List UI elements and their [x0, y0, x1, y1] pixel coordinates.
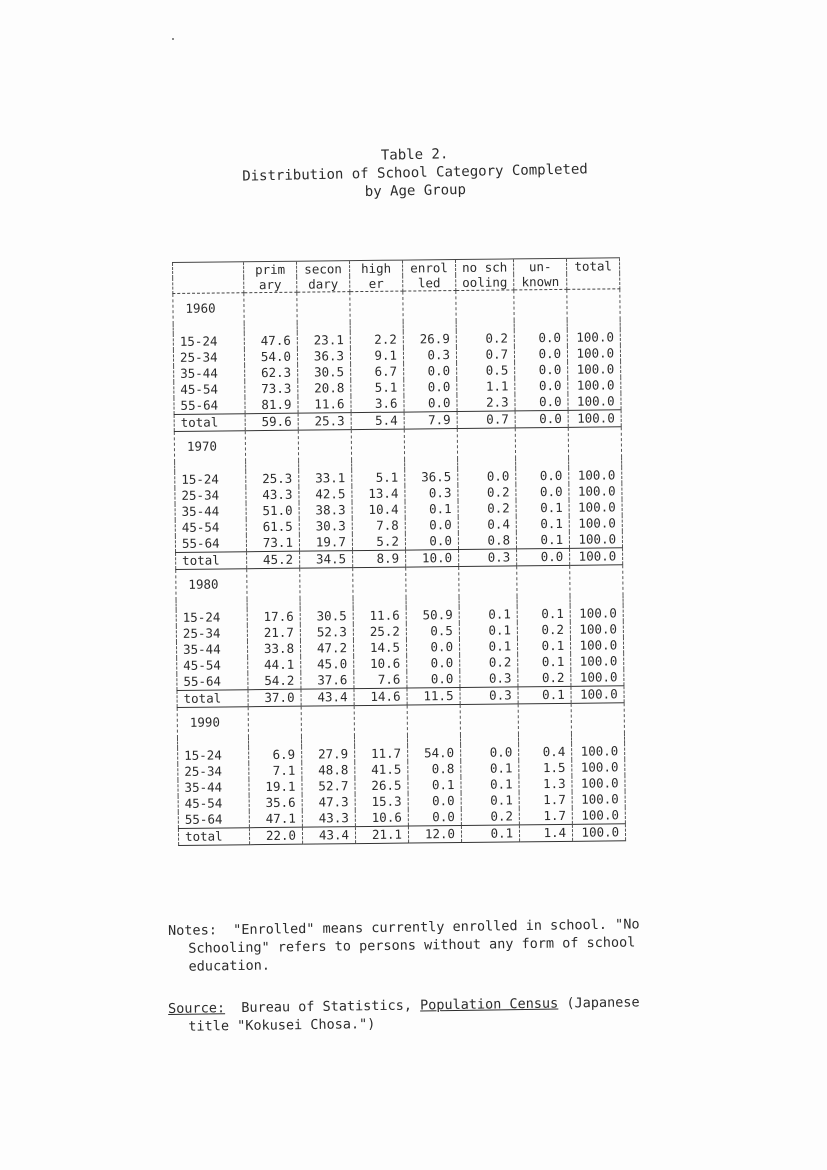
- percentage-cell: 0.0: [514, 330, 567, 347]
- percentage-cell: 30.3: [299, 518, 352, 535]
- empty-cell: [350, 322, 403, 333]
- empty-cell: [297, 322, 350, 333]
- percentage-cell: 19.7: [299, 534, 352, 551]
- percentage-cell: 100.0: [571, 686, 624, 704]
- percentage-cell: 30.5: [298, 364, 351, 381]
- empty-cell: [458, 458, 516, 469]
- percentage-cell: 0.0: [515, 362, 568, 379]
- notes-text-line-2: Schooling" refers to persons without any form of school: [188, 934, 636, 957]
- percentage-cell: 45.2: [247, 551, 300, 569]
- percentage-cell: 0.2: [456, 330, 514, 347]
- percentage-cell: 0.2: [458, 500, 516, 517]
- percentage-cell: 100.0: [568, 361, 621, 378]
- year-label: 1960: [173, 293, 244, 324]
- empty-cell: [517, 596, 570, 607]
- percentage-cell: 20.8: [298, 380, 351, 397]
- age-group-label: 25-34: [173, 349, 244, 366]
- percentage-cell: 100.0: [569, 467, 622, 484]
- percentage-cell: 43.3: [246, 487, 299, 504]
- percentage-cell: 0.3: [460, 687, 518, 705]
- table-body: [173, 289, 626, 846]
- percentage-cell: 43.4: [302, 827, 355, 845]
- age-group-label: 35-44: [178, 779, 249, 796]
- percentage-cell: 47.3: [302, 794, 355, 811]
- percentage-cell: 41.5: [355, 762, 408, 779]
- empty-cell: [244, 292, 297, 323]
- source-text-a: Bureau of Statistics,: [241, 997, 413, 1016]
- year-row: [174, 427, 621, 462]
- year-label: 1980: [176, 569, 247, 600]
- percentage-cell: 62.3: [245, 365, 298, 382]
- empty-cell: [352, 460, 405, 471]
- empty-cell: [406, 597, 459, 608]
- percentage-cell: 1.4: [520, 824, 573, 842]
- empty-cell: [248, 706, 301, 737]
- age-group-label: total: [176, 552, 247, 570]
- percentage-cell: 0.1: [459, 606, 517, 623]
- percentage-cell: 61.5: [246, 519, 299, 536]
- percentage-cell: 22.0: [249, 827, 302, 845]
- percentage-cell: 0.3: [460, 670, 518, 687]
- empty-cell: [353, 598, 406, 609]
- year-row: [177, 703, 624, 738]
- empty-cell: [568, 427, 621, 458]
- column-header: un-: [514, 258, 567, 274]
- percentage-cell: 0.1: [459, 638, 517, 655]
- empty-cell: [457, 428, 515, 459]
- percentage-cell: 54.2: [248, 673, 301, 690]
- percentage-cell: 7.6: [354, 672, 407, 689]
- age-group-label: 45-54: [175, 519, 246, 536]
- percentage-cell: 34.5: [300, 551, 353, 569]
- percentage-cell: 0.0: [407, 655, 460, 672]
- percentage-cell: 3.6: [351, 396, 404, 413]
- percentage-cell: 11.6: [353, 608, 406, 625]
- percentage-cell: 0.0: [461, 744, 519, 761]
- percentage-cell: 54.0: [244, 349, 297, 366]
- percentage-cell: 23.1: [297, 332, 350, 349]
- table-caption-line-2: by Age Group: [364, 181, 467, 201]
- percentage-cell: 100.0: [570, 621, 623, 638]
- percentage-cell: 35.6: [249, 795, 302, 812]
- percentage-cell: 10.0: [406, 550, 459, 568]
- percentage-cell: 0.7: [456, 346, 514, 363]
- column-header: total: [567, 258, 620, 274]
- percentage-cell: 7.9: [404, 412, 457, 430]
- percentage-cell: 25.3: [298, 413, 351, 431]
- empty-cell: [456, 320, 514, 331]
- percentage-cell: 6.7: [351, 364, 404, 381]
- percentage-cell: 47.2: [300, 640, 353, 657]
- percentage-cell: 100.0: [570, 531, 623, 548]
- percentage-cell: 100.0: [568, 345, 621, 362]
- age-group-label: 55-64: [174, 397, 245, 414]
- percentage-cell: 0.3: [403, 347, 456, 364]
- percentage-cell: 0.0: [516, 468, 569, 485]
- percentage-cell: 0.1: [516, 500, 569, 517]
- empty-cell: [570, 565, 623, 596]
- column-header: dary: [297, 276, 350, 292]
- percentage-cell: 0.1: [518, 686, 571, 704]
- column-header: ooling: [456, 274, 514, 290]
- percentage-cell: 33.8: [247, 641, 300, 658]
- year-label: 1970: [174, 431, 245, 462]
- percentage-cell: 10.6: [354, 656, 407, 673]
- empty-cell: [456, 290, 514, 321]
- column-header: [173, 262, 244, 278]
- percentage-cell: 0.3: [405, 485, 458, 502]
- percentage-cell: 0.0: [405, 517, 458, 534]
- percentage-cell: 5.2: [352, 534, 405, 551]
- column-header: known: [514, 274, 567, 290]
- empty-cell: [354, 736, 407, 747]
- notes-block: [168, 913, 789, 976]
- percentage-cell: 0.5: [457, 362, 515, 379]
- percentage-cell: 0.0: [517, 548, 570, 566]
- percentage-cell: 0.2: [458, 484, 516, 501]
- percentage-cell: 100.0: [571, 653, 624, 670]
- percentage-cell: 10.4: [352, 502, 405, 519]
- percentage-cell: 21.7: [247, 625, 300, 642]
- age-group-label: 55-64: [177, 673, 248, 690]
- percentage-cell: 44.1: [248, 657, 301, 674]
- source-text-c: (Japanese: [566, 994, 640, 1012]
- percentage-cell: 100.0: [568, 377, 621, 394]
- empty-cell: [300, 598, 353, 609]
- percentage-cell: 0.2: [460, 654, 518, 671]
- empty-cell: [245, 430, 298, 461]
- empty-cell: [460, 734, 518, 745]
- notes-label: Notes:: [168, 922, 218, 939]
- empty-cell: [460, 704, 518, 735]
- empty-cell: [301, 706, 354, 737]
- percentage-cell: 0.1: [516, 516, 569, 533]
- percentage-cell: 0.8: [458, 532, 516, 549]
- age-group-label: total: [174, 414, 245, 432]
- percentage-cell: 0.1: [517, 606, 570, 623]
- percentage-cell: 1.5: [519, 760, 572, 777]
- empty-cell: [246, 461, 299, 472]
- percentage-cell: 1.7: [519, 792, 572, 809]
- age-group-label: 15-24: [175, 471, 246, 488]
- source-label: Source:: [168, 1000, 226, 1017]
- percentage-cell: 0.1: [518, 638, 571, 655]
- empty-cell: [297, 292, 350, 323]
- percentage-cell: 0.4: [519, 744, 572, 761]
- empty-cell: [571, 703, 624, 734]
- column-header: secon: [296, 261, 349, 277]
- percentage-cell: 30.5: [300, 608, 353, 625]
- percentage-cell: 100.0: [567, 329, 620, 346]
- percentage-cell: 100.0: [570, 605, 623, 622]
- table-caption-line-1: Distribution of School Category Completed: [242, 161, 588, 185]
- percentage-cell: 51.0: [246, 503, 299, 520]
- table-title: [149, 140, 680, 205]
- percentage-cell: 100.0: [571, 637, 624, 654]
- percentage-cell: 0.0: [404, 395, 457, 412]
- percentage-cell: 48.8: [302, 762, 355, 779]
- empty-cell: [354, 705, 407, 736]
- empty-cell: [459, 566, 517, 597]
- percentage-cell: 100.0: [572, 807, 625, 824]
- percentage-cell: 0.0: [406, 639, 459, 656]
- empty-cell: [567, 319, 620, 330]
- percentage-cell: 5.4: [351, 412, 404, 430]
- percentage-cell: 0.1: [518, 654, 571, 671]
- percentage-cell: 14.5: [353, 640, 406, 657]
- scan-speck: [172, 38, 174, 40]
- percentage-cell: 47.6: [244, 333, 297, 350]
- percentage-cell: 100.0: [569, 483, 622, 500]
- percentage-cell: 0.0: [404, 363, 457, 380]
- empty-cell: [405, 459, 458, 470]
- percentage-cell: 43.3: [302, 810, 355, 827]
- column-header: enrol: [402, 260, 455, 276]
- percentage-cell: 1.1: [457, 378, 515, 395]
- percentage-cell: 100.0: [572, 775, 625, 792]
- percentage-cell: 9.1: [350, 348, 403, 365]
- empty-cell: [248, 737, 301, 748]
- percentage-cell: 25.3: [246, 471, 299, 488]
- percentage-cell: 0.2: [461, 808, 519, 825]
- percentage-cell: 37.0: [248, 689, 301, 707]
- percentage-cell: 100.0: [570, 548, 623, 566]
- source-block: [168, 991, 788, 1036]
- age-group-label: 35-44: [174, 365, 245, 382]
- age-group-label: 25-34: [175, 487, 246, 504]
- percentage-cell: 100.0: [573, 824, 626, 842]
- percentage-cell: 0.5: [406, 623, 459, 640]
- empty-cell: [300, 568, 353, 599]
- percentage-cell: 0.1: [461, 825, 519, 843]
- column-header: high: [349, 260, 402, 276]
- percentage-cell: 1.3: [519, 776, 572, 793]
- empty-cell: [350, 291, 403, 322]
- percentage-cell: 100.0: [572, 743, 625, 760]
- percentage-cell: 0.1: [461, 792, 519, 809]
- empty-cell: [514, 289, 567, 320]
- percentage-cell: 100.0: [571, 669, 624, 686]
- age-group-label: total: [178, 828, 249, 846]
- percentage-cell: 100.0: [572, 759, 625, 776]
- source-publication-title: Population Census: [419, 995, 559, 1014]
- year-label: 1990: [177, 707, 248, 738]
- percentage-cell: 6.9: [249, 747, 302, 764]
- percentage-cell: 38.3: [299, 502, 352, 519]
- percentage-cell: 0.2: [517, 622, 570, 639]
- empty-cell: [244, 323, 297, 334]
- percentage-cell: 45.0: [301, 656, 354, 673]
- percentage-cell: 0.0: [515, 378, 568, 395]
- percentage-cell: 0.0: [407, 671, 460, 688]
- column-header: er: [350, 276, 403, 292]
- percentage-cell: 47.1: [249, 811, 302, 828]
- empty-cell: [247, 599, 300, 610]
- column-header: ary: [244, 277, 297, 293]
- empty-cell: [406, 567, 459, 598]
- notes-text-line-3: education.: [188, 957, 271, 975]
- percentage-cell: 15.3: [355, 794, 408, 811]
- empty-cell: [567, 289, 620, 320]
- empty-cell: [247, 568, 300, 599]
- percentage-cell: 7.8: [352, 518, 405, 535]
- percentage-cell: 0.2: [518, 670, 571, 687]
- percentage-cell: 59.6: [245, 413, 298, 431]
- percentage-cell: 52.3: [300, 624, 353, 641]
- empty-cell: [570, 595, 623, 606]
- empty-cell: [403, 321, 456, 332]
- percentage-cell: 100.0: [568, 410, 621, 428]
- empty-cell: [572, 733, 625, 744]
- percentage-cell: 5.1: [351, 380, 404, 397]
- empty-cell: [517, 565, 570, 596]
- percentage-cell: 0.1: [461, 776, 519, 793]
- percentage-cell: 10.6: [355, 810, 408, 827]
- empty-cell: [407, 735, 460, 746]
- percentage-cell: 0.1: [408, 777, 461, 794]
- age-group-label: 15-24: [176, 609, 247, 626]
- percentage-cell: 19.1: [249, 779, 302, 796]
- percentage-cell: 14.6: [354, 688, 407, 706]
- percentage-cell: 0.0: [404, 379, 457, 396]
- percentage-cell: 43.4: [301, 689, 354, 707]
- percentage-cell: 11.7: [355, 746, 408, 763]
- percentage-cell: 26.9: [403, 331, 456, 348]
- percentage-cell: 0.0: [408, 793, 461, 810]
- table-header: [173, 258, 620, 294]
- percentage-cell: 17.6: [247, 609, 300, 626]
- percentage-cell: 2.2: [350, 332, 403, 349]
- table-number: Table 2.: [380, 146, 449, 164]
- year-row: [176, 565, 623, 600]
- column-header: led: [403, 275, 456, 291]
- empty-cell: [301, 736, 354, 747]
- percentage-cell: 73.1: [246, 535, 299, 552]
- percentage-cell: 0.3: [459, 549, 517, 567]
- percentage-cell: 12.0: [408, 826, 461, 844]
- percentage-cell: 0.0: [408, 809, 461, 826]
- empty-cell: [519, 734, 572, 745]
- percentage-cell: 0.0: [458, 468, 516, 485]
- percentage-cell: 0.0: [516, 484, 569, 501]
- column-header: [567, 273, 620, 289]
- percentage-cell: 73.3: [245, 381, 298, 398]
- percentage-cell: 2.3: [457, 394, 515, 411]
- empty-cell: [407, 705, 460, 736]
- percentage-cell: 36.3: [297, 348, 350, 365]
- age-group-label: 35-44: [175, 503, 246, 520]
- percentage-cell: 0.7: [457, 411, 515, 429]
- percentage-cell: 21.1: [355, 826, 408, 844]
- column-header: prim: [244, 261, 297, 277]
- percentage-cell: 81.9: [245, 397, 298, 414]
- percentage-cell: 8.9: [353, 550, 406, 568]
- percentage-cell: 0.0: [405, 533, 458, 550]
- percentage-cell: 25.2: [353, 624, 406, 641]
- empty-cell: [515, 427, 568, 458]
- empty-cell: [298, 430, 351, 461]
- percentage-cell: 36.5: [405, 469, 458, 486]
- percentage-cell: 0.0: [515, 394, 568, 411]
- column-header: [173, 277, 244, 293]
- percentage-cell: 5.1: [352, 470, 405, 487]
- empty-cell: [569, 457, 622, 468]
- age-group-label: 55-64: [178, 811, 249, 828]
- distribution-table: [172, 257, 626, 846]
- empty-cell: [514, 320, 567, 331]
- age-group-label: total: [177, 690, 248, 708]
- age-group-label: 25-34: [178, 763, 249, 780]
- age-group-label: 15-24: [178, 747, 249, 764]
- empty-cell: [459, 596, 517, 607]
- percentage-cell: 13.4: [352, 486, 405, 503]
- age-group-label: 45-54: [177, 657, 248, 674]
- age-group-label: 45-54: [178, 795, 249, 812]
- empty-cell: [404, 429, 457, 460]
- percentage-cell: 100.0: [569, 515, 622, 532]
- percentage-cell: 0.1: [405, 501, 458, 518]
- percentage-cell: 54.0: [408, 745, 461, 762]
- age-group-label: 15-24: [173, 333, 244, 350]
- percentage-cell: 33.1: [299, 470, 352, 487]
- empty-cell: [353, 567, 406, 598]
- notes-text-line-1: "Enrolled" means currently enrolled in school. "No: [233, 916, 640, 939]
- percentage-cell: 100.0: [569, 499, 622, 516]
- empty-cell: [299, 460, 352, 471]
- percentage-cell: 100.0: [572, 791, 625, 808]
- percentage-cell: 0.1: [459, 622, 517, 639]
- empty-cell: [518, 703, 571, 734]
- age-group-label: 35-44: [176, 641, 247, 658]
- percentage-cell: 100.0: [568, 393, 621, 410]
- source-text-line-2: title "Kokusei Chosa."): [188, 1016, 376, 1035]
- percentage-cell: 11.6: [298, 396, 351, 413]
- column-header: no sch: [455, 259, 513, 275]
- percentage-cell: 1.7: [519, 808, 572, 825]
- percentage-cell: 11.5: [407, 688, 460, 706]
- percentage-cell: 26.5: [355, 778, 408, 795]
- age-group-label: 55-64: [175, 535, 246, 552]
- percentage-cell: 0.4: [458, 516, 516, 533]
- percentage-cell: 0.0: [515, 346, 568, 363]
- percentage-cell: 0.8: [408, 761, 461, 778]
- year-row: [173, 289, 620, 324]
- percentage-cell: 7.1: [249, 763, 302, 780]
- percentage-cell: 0.0: [515, 410, 568, 428]
- age-group-label: 45-54: [174, 381, 245, 398]
- percentage-cell: 50.9: [406, 607, 459, 624]
- total-row: [178, 824, 625, 846]
- percentage-cell: 0.1: [461, 760, 519, 777]
- percentage-cell: 52.7: [302, 778, 355, 795]
- empty-cell: [516, 458, 569, 469]
- percentage-cell: 42.5: [299, 486, 352, 503]
- empty-cell: [351, 429, 404, 460]
- empty-cell: [403, 291, 456, 322]
- percentage-cell: 37.6: [301, 672, 354, 689]
- age-group-label: 25-34: [176, 625, 247, 642]
- percentage-cell: 27.9: [302, 746, 355, 763]
- percentage-cell: 0.1: [517, 532, 570, 549]
